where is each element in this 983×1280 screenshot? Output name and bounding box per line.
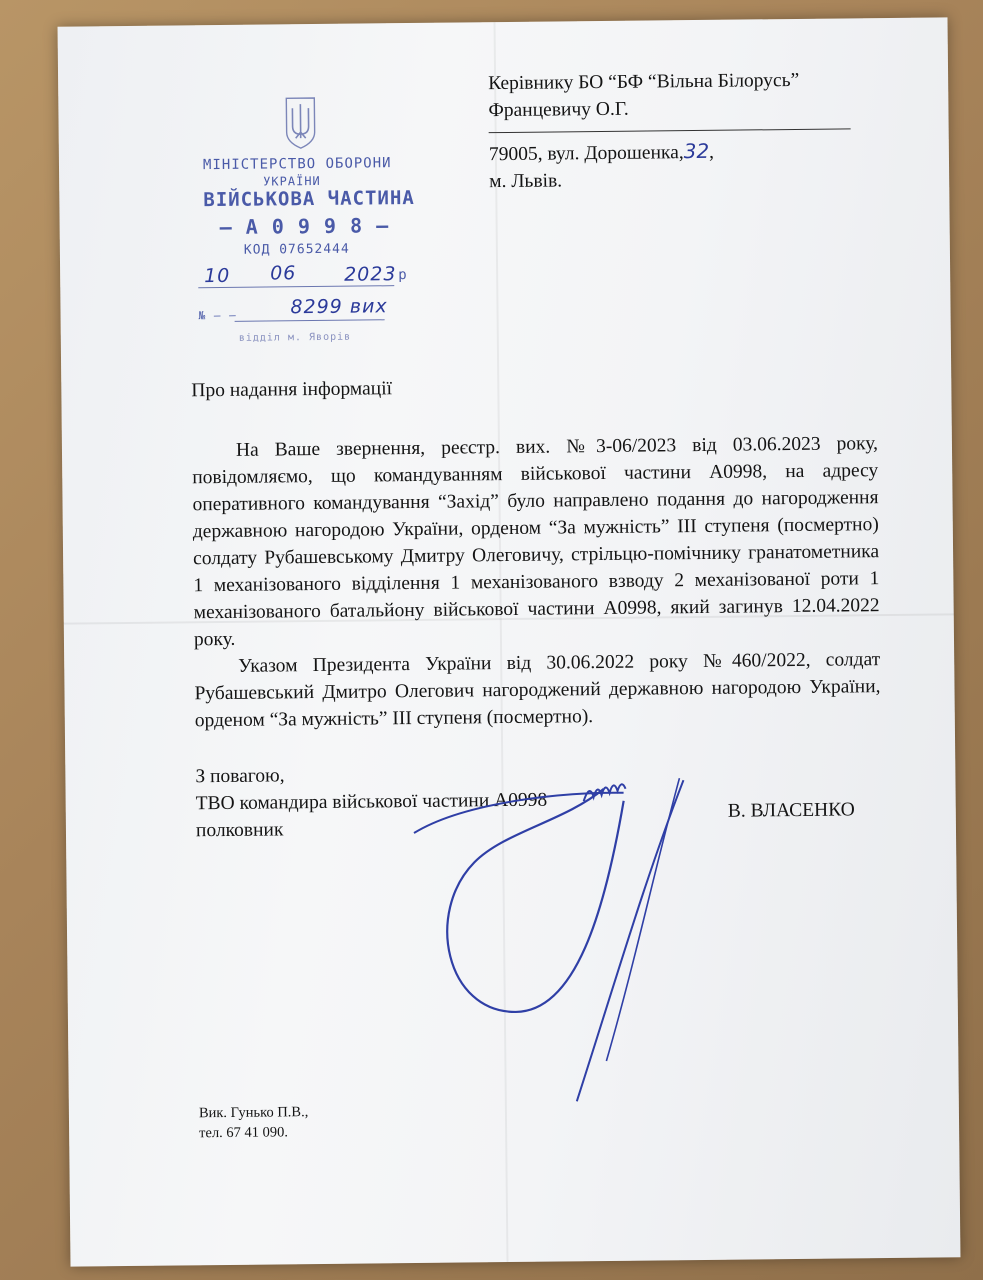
body-paragraph-2: Указом Президента України від 30.06.2022 року №460/2022, солдат Рубашевський Дмитро Олегович нагороджений державною нагородою України, орденом “За мужність” ІІІ ступеня (посмертно). <box>194 649 881 732</box>
recipient-block <box>488 67 800 124</box>
document-sheet <box>58 17 961 1266</box>
stamp-date-row <box>198 262 408 288</box>
document-body <box>192 430 881 734</box>
closing-rank: полковник <box>195 819 284 842</box>
stamp-line-edrpou: КОД 07652444 <box>243 241 350 258</box>
document-subject: Про надання інформації <box>191 378 393 402</box>
stamp-year-suffix: р <box>398 267 408 284</box>
stamp-day-handwritten: 10 <box>204 264 231 288</box>
trident-emblem-icon <box>280 94 321 150</box>
stamp-line-ministry: МІНІСТЕРСТВО ОБОРОНИ <box>202 155 392 174</box>
stamp-year-handwritten: 2023 <box>344 263 397 286</box>
stamp-number-handwritten: 8299 вих <box>290 295 388 319</box>
address-city: м. Львів. <box>489 170 563 193</box>
recipient-line-2: Францевичу О.Г. <box>488 98 629 122</box>
closing-position: ТВО командира військової частини А0998 <box>195 789 548 815</box>
signer-name: В. ВЛАСЕНКО <box>727 799 855 822</box>
body-paragraph-1: На Ваше звернення, реєстр. вих. №3-06/2023 від 03.06.2023 року, повідомляємо, що командуванням військової частини А0998, на адресу оперативного командування “Захід” було направлено подання до нагородження державною нагородою України, орденом “За мужність” ІІІ ступеня (посмертно) солдату Рубашевському Дмитру Олеговичу, стрільцю-помічнику гранатометника 1 механізованого відділення 1 механізованого взводу 2 механізованої роти 1 механізованого батальйону військової частини А0998, який загинув 12.04.2022 року. <box>192 433 880 651</box>
executor-block <box>199 1102 309 1143</box>
handwritten-signature-icon <box>383 760 707 1123</box>
executor-phone: тел. 67 41 090. <box>199 1124 289 1142</box>
address-street: 79005, вул. Дорошенка, <box>488 142 684 166</box>
stamp-line-unit: ВІЙСЬКОВА ЧАСТИНА <box>203 186 415 212</box>
stamp-number-row: № – – 8299 вих <box>198 295 388 323</box>
recipient-address: 79005, вул. Дорошенка,32, м. Львів. <box>489 138 715 195</box>
stamp-month-handwritten: 06 <box>270 262 297 285</box>
stamp-line-code: – А 0 9 9 8 – <box>219 213 390 240</box>
recipient-line-1: Керівнику БО “БФ “Вільна Білорусь” <box>488 69 800 95</box>
address-house-handwritten: 32 <box>683 138 710 164</box>
closing-regards: З повагою, <box>195 765 285 788</box>
registration-stamp <box>188 93 431 375</box>
stamp-line-ukraine: УКРАЇНИ <box>263 173 321 189</box>
stamp-line-department: відділ м. Яворів <box>238 331 352 344</box>
executor-name: Вик. Гунько П.В., <box>198 1104 309 1122</box>
recipient-underline <box>489 128 851 133</box>
